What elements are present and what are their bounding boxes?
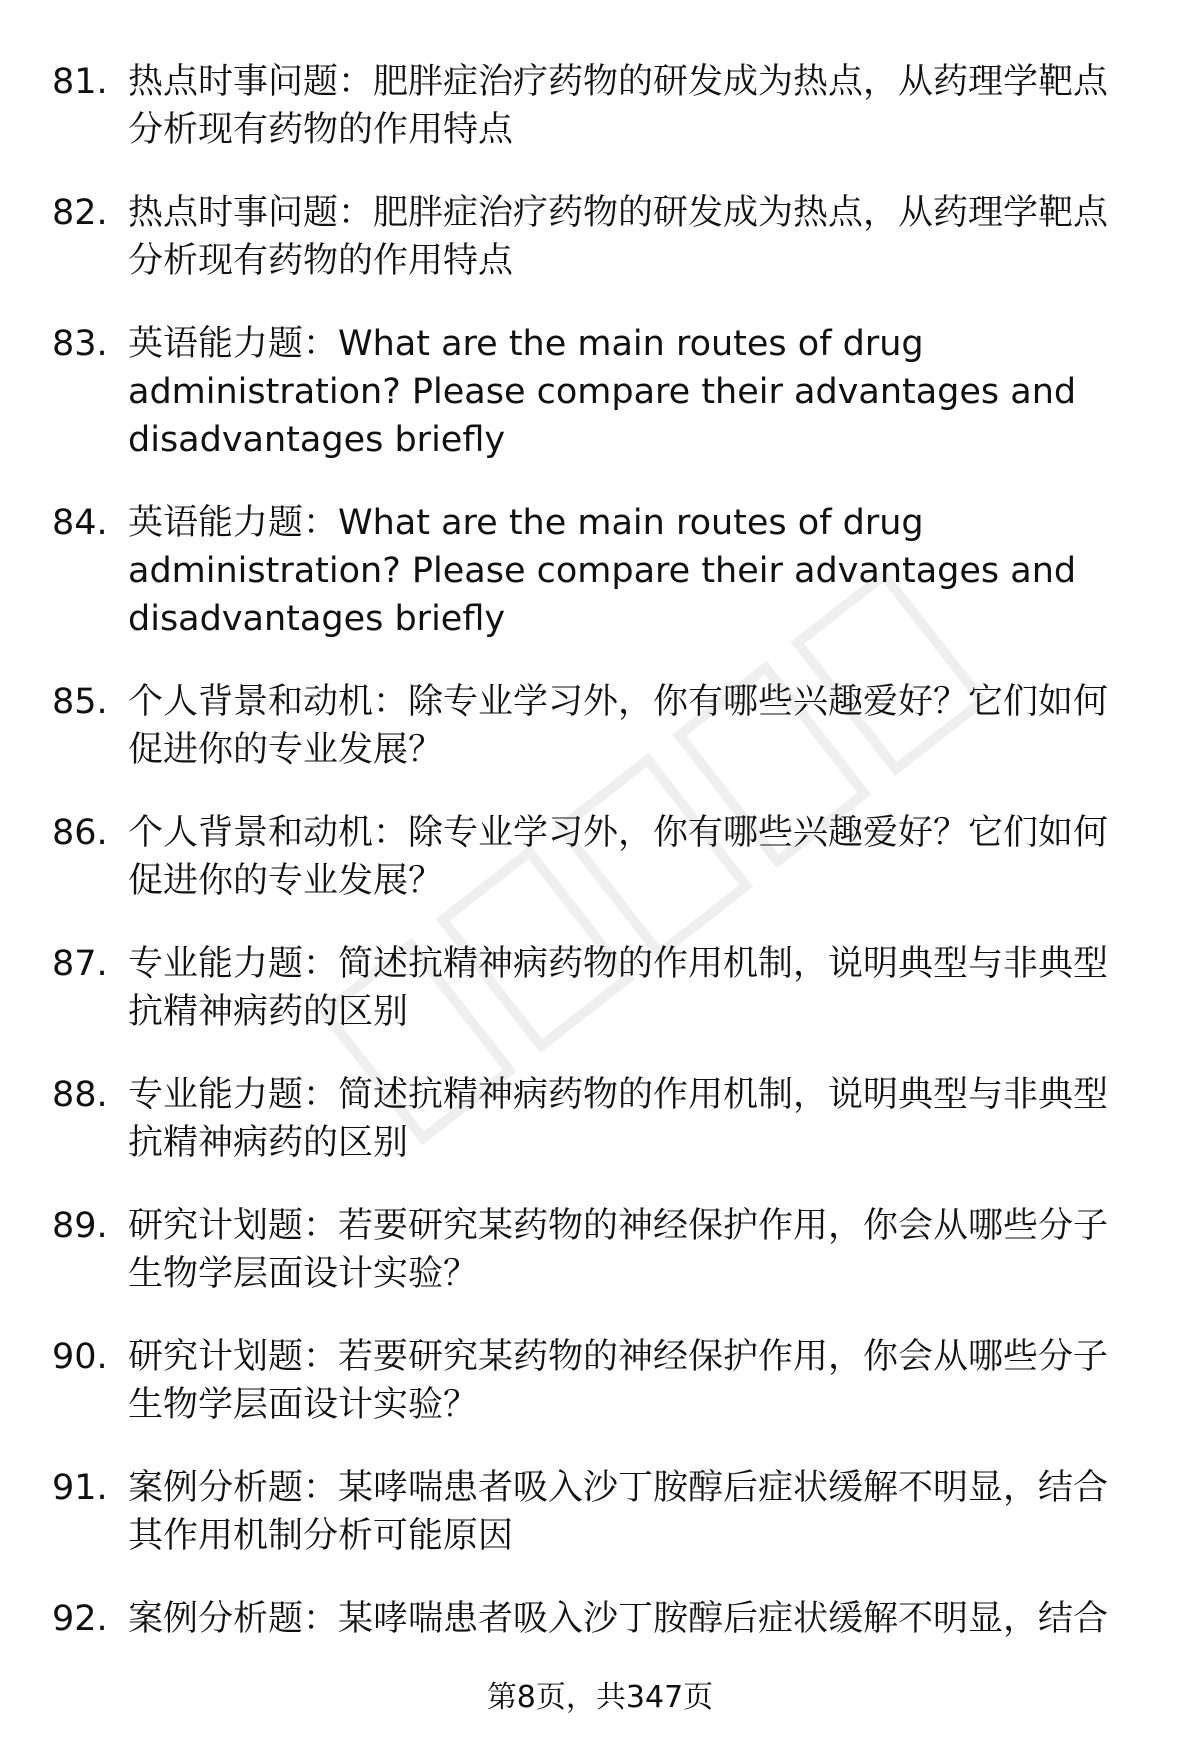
question-number: 82. [52,193,108,233]
question-item-89 [0,1202,1200,1298]
question-text: 热点时事问题：肥胖症治疗药物的研发成为热点，从药理学靶点分析现有药物的作用特点 [128,62,1109,150]
question-item-91 [0,1464,1200,1560]
question-number: 90. [52,1337,108,1377]
question-text: 案例分析题：某哮喘患者吸入沙丁胺醇后症状缓解不明显，结合 [128,1599,1109,1639]
question-item-90 [0,1333,1200,1429]
question-text: 英语能力题：What are the main routes of drug administration? Please compare their advantages and disadvantages briefly [128,324,1077,460]
question-item-83 [0,320,1200,464]
question-text: 个人背景和动机：除专业学习外，你有哪些兴趣爱好？它们如何促进你的专业发展？ [128,813,1109,901]
question-number: 86. [52,813,108,853]
question-item-84 [0,499,1200,643]
question-number: 92. [52,1599,108,1639]
question-item-85 [0,678,1200,774]
question-number: 87. [52,944,108,984]
question-number: 91. [52,1468,108,1508]
question-text: 个人背景和动机：除专业学习外，你有哪些兴趣爱好？它们如何促进你的专业发展？ [128,682,1109,770]
question-number: 83. [52,324,108,364]
question-text: 专业能力题：简述抗精神病药物的作用机制，说明典型与非典型抗精神病药的区别 [128,1075,1109,1163]
page-number-footer: 第8页，共347页 [486,1680,714,1715]
question-number: 89. [52,1206,108,1246]
question-text: 研究计划题：若要研究某药物的神经保护作用，你会从哪些分子生物学层面设计实验？ [128,1337,1109,1425]
question-number: 88. [52,1075,108,1115]
question-item-92 [0,1595,1200,1643]
question-text: 专业能力题：简述抗精神病药物的作用机制，说明典型与非典型抗精神病药的区别 [128,944,1109,1032]
question-item-86 [0,809,1200,905]
question-list [0,58,1200,1643]
question-number: 84. [52,503,108,543]
question-number: 85. [52,682,108,722]
question-text: 热点时事问题：肥胖症治疗药物的研发成为热点，从药理学靶点分析现有药物的作用特点 [128,193,1109,281]
question-text: 案例分析题：某哮喘患者吸入沙丁胺醇后症状缓解不明显，结合其作用机制分析可能原因 [128,1468,1109,1556]
question-text: 研究计划题：若要研究某药物的神经保护作用，你会从哪些分子生物学层面设计实验？ [128,1206,1109,1294]
question-item-87 [0,940,1200,1036]
question-item-81 [0,58,1200,154]
question-text: 英语能力题：What are the main routes of drug administration? Please compare their advantages and disadvantages briefly [128,503,1077,639]
question-item-88 [0,1071,1200,1167]
question-item-82 [0,189,1200,285]
question-number: 81. [52,62,108,102]
